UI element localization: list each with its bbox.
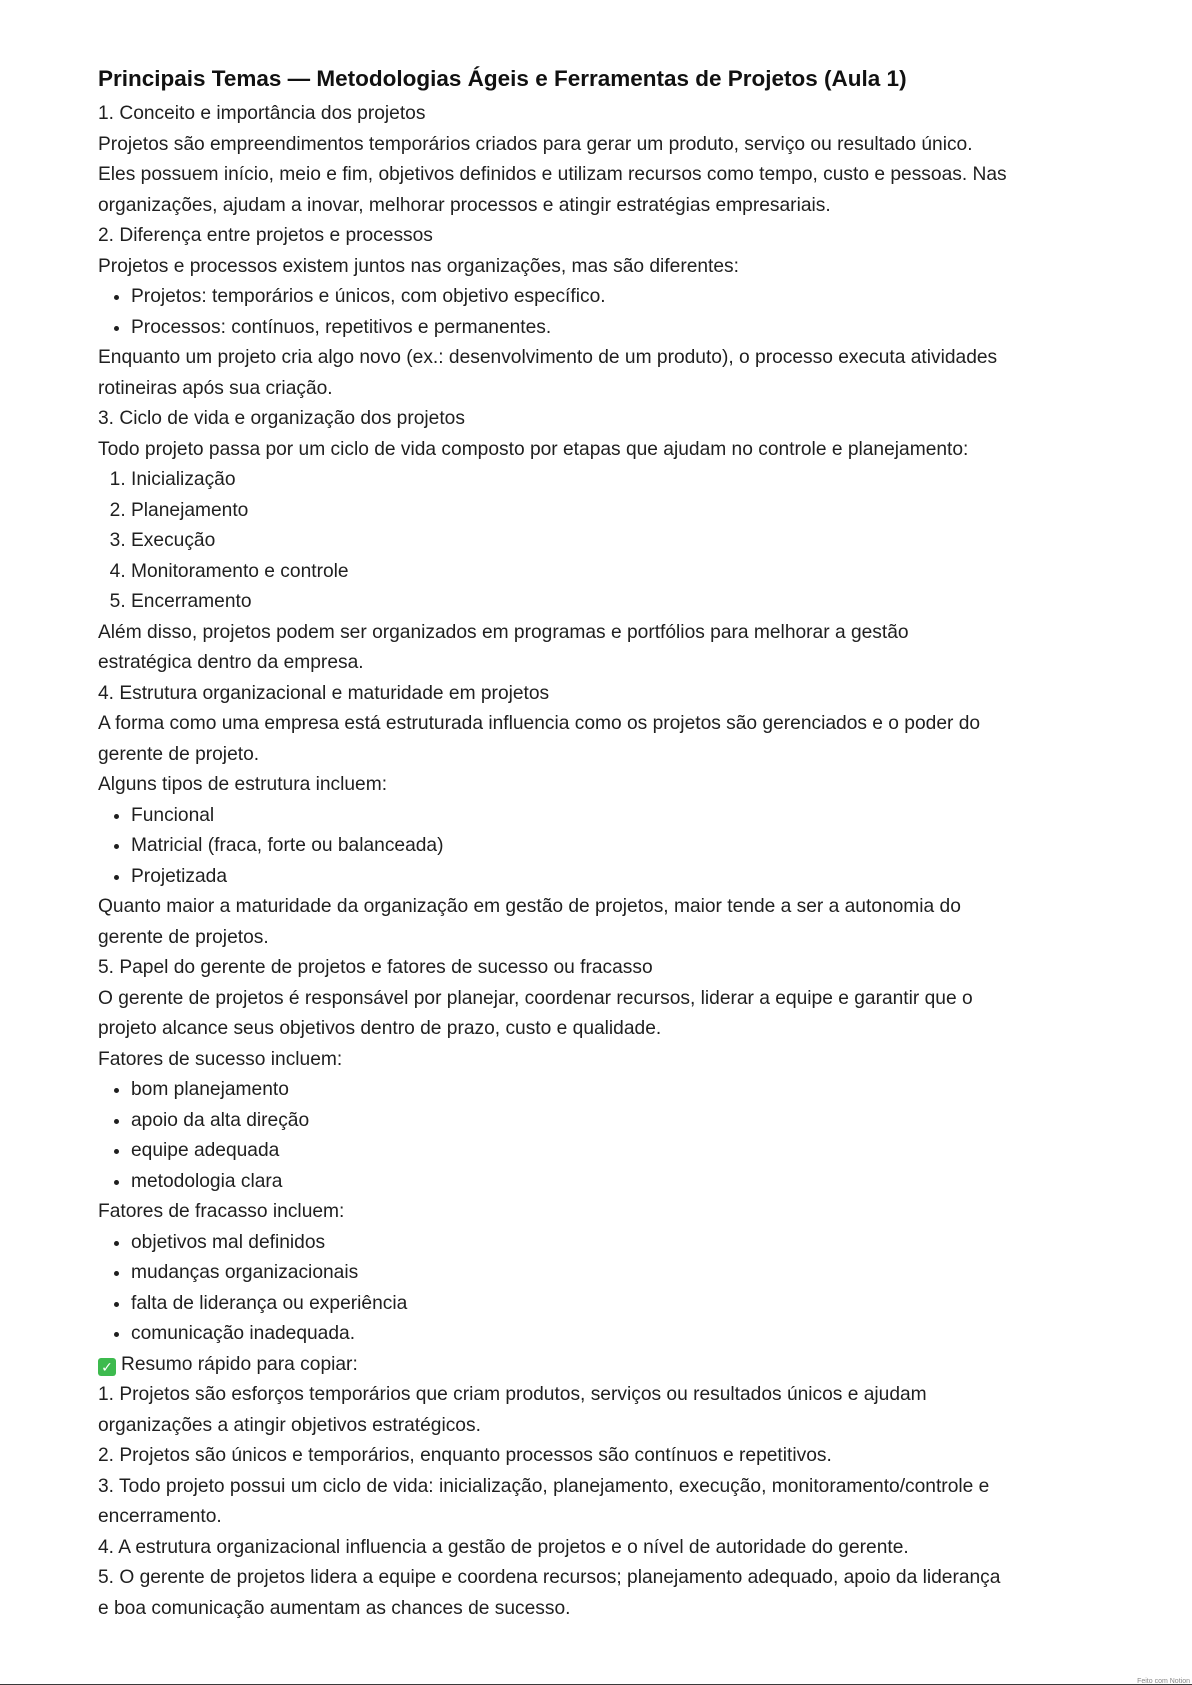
paragraph-line: Quanto maior a maturidade da organização em gestão de projetos, maior tende a ser a autonomia do	[98, 896, 961, 917]
summary-line: 5. O gerente de projetos lidera a equipe e coordena recursos; planejamento adequado, apoio da liderança	[98, 1567, 1001, 1588]
list-item: • metodologia clara	[131, 1167, 1098, 1198]
list-item: • comunicação inadequada.	[131, 1319, 1098, 1350]
check-mark-icon: ✓	[98, 1358, 116, 1376]
list-item: 4. Monitoramento e controle	[131, 557, 1098, 588]
paragraph-line: Eles possuem início, meio e fim, objetivos definidos e utilizam recursos como tempo, custo e pessoas. Nas	[98, 164, 1007, 185]
section-3	[98, 404, 1098, 679]
list-item: • bom planejamento	[131, 1075, 1098, 1106]
list-item: • falta de liderança ou experiência	[131, 1289, 1098, 1320]
paragraph-line: gerente de projeto.	[98, 743, 260, 765]
paragraph-line: projeto alcance seus objetivos dentro de prazo, custo e qualidade.	[98, 1018, 662, 1039]
list-item: • equipe adequada	[131, 1136, 1098, 1167]
success-factors-intro: Fatores de sucesso incluem:	[98, 1048, 343, 1070]
list-item: • Funcional	[131, 801, 1098, 832]
paragraph-line: Projetos e processos existem juntos nas organizações, mas são diferentes:	[98, 255, 739, 277]
paragraph-line: estratégica dentro da empresa.	[98, 652, 364, 673]
document-title: Principais Temas — Metodologias Ágeis e Ferramentas de Projetos (Aula 1)	[98, 66, 907, 91]
summary-line: 4. A estrutura organizacional influencia a gestão de projetos e o nível de autoridade do gerente.	[98, 1536, 909, 1558]
paragraph-line: Enquanto um projeto cria algo novo (ex.: desenvolvimento de um produto), o processo executa atividades	[98, 347, 998, 368]
list-item: 2. Planejamento	[131, 496, 1098, 527]
section-2	[98, 221, 1098, 404]
paragraph-line: O gerente de projetos é responsável por planejar, coordenar recursos, liderar a equipe e garantir que o	[98, 987, 973, 1009]
list-item: 3. Execução	[131, 526, 1098, 557]
footer-watermark: Feito com Notion	[1137, 1678, 1190, 1685]
paragraph-line: Projetos são empreendimentos temporários criados para gerar um produto, serviço ou resultado único.	[98, 133, 973, 155]
summary-line: organizações a atingir objetivos estratégicos.	[98, 1414, 481, 1436]
list-item: • Projetos: temporários e únicos, com objetivo específico.	[131, 282, 1098, 313]
section-heading: 3. Ciclo de vida e organização dos projetos	[98, 408, 465, 429]
failure-factors-list	[98, 1228, 1098, 1350]
paragraph-line: gerente de projetos.	[98, 926, 269, 948]
section-1	[98, 99, 1098, 221]
paragraph-line: Alguns tipos de estrutura incluem:	[98, 774, 388, 795]
list-item: 1. Inicialização	[131, 465, 1098, 496]
list-item: • Processos: contínuos, repetitivos e permanentes.	[131, 313, 1098, 344]
numbered-list	[98, 465, 1098, 618]
paragraph-line: organizações, ajudam a inovar, melhorar processos e atingir estratégias empresariais.	[98, 194, 831, 216]
list-item: • Projetizada	[131, 862, 1098, 893]
list-item: • Matricial (fraca, forte ou balanceada)	[131, 831, 1098, 862]
summary-line: encerramento.	[98, 1506, 222, 1527]
section-4	[98, 679, 1098, 954]
summary-heading	[98, 1350, 1098, 1381]
section-heading: 4. Estrutura organizacional e maturidade em projetos	[98, 682, 550, 704]
list-item: 5. Encerramento	[131, 587, 1098, 618]
paragraph-line: Além disso, projetos podem ser organizados em programas e portfólios para melhorar a gestão	[98, 621, 909, 643]
paragraph-line: rotineiras após sua criação.	[98, 377, 333, 399]
list-item: • apoio da alta direção	[131, 1106, 1098, 1137]
bullet-list	[98, 801, 1098, 893]
failure-factors-intro: Fatores de fracasso incluem:	[98, 1201, 345, 1222]
quick-summary	[98, 1350, 1098, 1625]
summary-line: 3. Todo projeto possui um ciclo de vida: inicialização, planejamento, execução, monitoramento/controle e	[98, 1475, 990, 1497]
success-factors-list	[98, 1075, 1098, 1197]
document-body	[98, 62, 1098, 1624]
list-item: • objetivos mal definidos	[131, 1228, 1098, 1259]
paragraph-line: A forma como uma empresa está estruturada influencia como os projetos são gerenciados e o poder do	[98, 713, 981, 734]
section-5	[98, 953, 1098, 1350]
section-heading: 1. Conceito e importância dos projetos	[98, 103, 426, 124]
section-heading: 5. Papel do gerente de projetos e fatores de sucesso ou fracasso	[98, 957, 653, 978]
summary-heading-text: Resumo rápido para copiar:	[121, 1353, 358, 1375]
paragraph-line: Todo projeto passa por um ciclo de vida composto por etapas que ajudam no controle e planejamento:	[98, 438, 969, 460]
summary-line: e boa comunicação aumentam as chances de sucesso.	[98, 1597, 571, 1619]
summary-line: 2. Projetos são únicos e temporários, enquanto processos são contínuos e repetitivos.	[98, 1445, 832, 1466]
section-heading: 2. Diferença entre projetos e processos	[98, 225, 433, 246]
list-item: • mudanças organizacionais	[131, 1258, 1098, 1289]
summary-line: 1. Projetos são esforços temporários que criam produtos, serviços ou resultados únicos e ajudam	[98, 1384, 927, 1405]
bullet-list	[98, 282, 1098, 343]
